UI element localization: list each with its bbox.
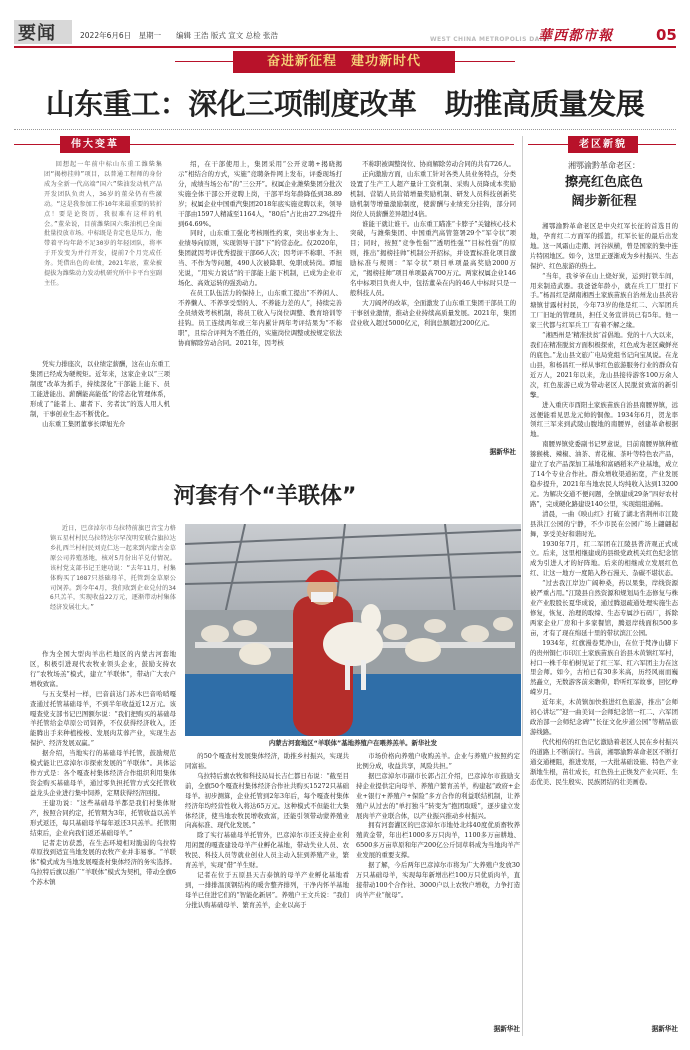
header-rule: [14, 46, 676, 48]
headline-divider: [14, 129, 676, 132]
article1-column-3: [350, 160, 516, 445]
paragraph: 据介绍，当地实行的基础母羊托管，鼓励规范模式能让巴彦淖尔市探索发展的“羊联体”。具体运作方式是：各个嘎查村集体经济合作组织利用集体资金购买基础母羊，通过零负担托管方式交托管收益龙头企业进行集中饲养，定期获得经济回报。: [30, 749, 176, 797]
article2-byline: 据新华社: [493, 1025, 520, 1033]
news-photo: [185, 524, 521, 736]
paragraph: 清晨，一曲《映山红》打破了湖北省荆州市江陵县洪江公园的宁静，不少市民在公园广场上翩翩起舞，享受美好和谐时光。: [530, 509, 678, 538]
theme-banner: 奋进新征程 建功新时代: [233, 51, 455, 73]
paragraph: 乌拉特后旗农牧和科技局局长吉仁都日布说：“截至目前，全旗50个嘎查村集体经济合作社共购买15272只基础母羊。初步测算，企业托管到2年3年后，每个嘎查村集体经济年均经营性收入将达65万元。这种模式不但能壮大集体经济，使当地农牧民增收致富，还能引领带动蒙养殖业向高标准、现代化发展。”: [185, 771, 349, 830]
paragraph: 记者在位于五原县天吉泰镇的母羊产业孵化基地看到，一排排温顶钢结构的暖舍整齐排列，干净内怀羊基地母羊已住进它们的“智能化新居”。养殖户王文兵说：“我们分批认购基础母羊、繁育羔羊，企业以高于: [185, 871, 349, 909]
paragraph: 据巴彦淖尔市副市长郭占江介绍，巴彦淖尔市鼓励支持企业提供定向母羊、养殖户繁育羔羊，构建起“政府+企业+银行+养殖户+保险”多方合作的利益联结机制，让养殖户从过去的“单打独斗”转变为“抱团取暖”，逐步建立发展肉羊产业联合体，以产业振兴推动乡村振兴。: [356, 771, 520, 820]
paragraph: 1930年7月，红二军团在江陵县普济观正式成立。后来，这里相继建成的县级党政机关红色纪念馆成为引进人才的好阵地。后来的相继成立发展红色红、让这一地方一度陷入秒石漫天、杂碳不堪状态。: [530, 539, 678, 578]
sidebar-title-line1: 擦亮红色底色: [564, 175, 643, 190]
paragraph: 山东重工集团董事长谭旭光介: [42, 419, 126, 428]
sidebar-body: [530, 222, 678, 1020]
page-number: 05: [656, 26, 677, 44]
paragraph: 绍，在干部使用上，集团采用“公开竞聘+揭晓揭示”相结合的方式，实施“竞聘条件网上发布，评委现场打分，成绩当场公布”的“三公开”。权属企业潍柴集团分批次实施全体干部公开竞聘上岗，干部平均年龄降低到38.89岁；权属企业中国重汽集团2018年底实施竞聘以来，领导干部由1597人精减至1164人，“80后”占比由27.2%提升到64.69%。: [178, 160, 342, 228]
paragraph: 代代相传的红色记忆激励着老区人民在乡村振兴的道路上不断前行。当前，湘鄂渝黔革命老区不断打通交通梗阻，推进发展，一大批基础设施、特色产业渐地生根，苗壮成长，红色热土正焕发产业兴旺、生态优美、民生殷实、民族团结的壮美画卷。: [530, 737, 678, 786]
paragraph: 大刀阔斧的改革，全面激发了山东重工集团干部员工的干事创业激情，推动企业持续高质量发展。2021年，集团营业收入超过5000亿元，利润总额超过200亿元。: [350, 298, 516, 327]
article1-byline: 据新华社: [489, 448, 516, 456]
section-label: 要闻: [18, 23, 56, 44]
paragraph: 谁能干就让谁干。山东重工瞄准“卡脖子”关键核心技术突破，与潍柴集团、中国重汽高管签署29个“军令状”项目；同时，按照“竞争性强”“透明性强”“目标性强”的原则，推出“揭榜挂帅”机制公开招标，并设置标准化项目激励标准与规则：“军令状”项目单项最高奖励2000万元，“揭榜挂帅”项目单项最高700万元。两家权属企业146名中标项目负责人中，包括董朵在内的46人中标时只是一般科技人员。: [350, 219, 516, 297]
main-headline: 山东重工：深化三项制度改革 助推高质量发展: [45, 87, 645, 121]
paragraph: 与五支梨村一样，巴音前达门苏木巴音哈哨嘎查通过托管基础母羊，不到半年收益近12万元。该嘎查党支部书记巴图额尔说：“我们把购买的基础母羊托管给金草原公司饲养，不仅获得经济收入，还能腾出手来种植梭梭、发展肉苁蓉产业，实现生态保护、经济发展双赢。”: [30, 689, 176, 748]
article2-column-3: [356, 752, 520, 1020]
sidebar-subtitle: 湘鄂渝黔革命老区：: [568, 161, 640, 170]
paragraph: 据了解，今后两年巴彦淖尔市将为广大养殖户发放30万只基础母羊，实现每年新增出栏100万只优质肉羊，直接带动100个合作社、3000户以上农牧户增收，力争打造肉羊产业“航母”。: [356, 861, 520, 899]
paragraph: “当年，我爷爷在山上烧好炭，运到打铁车间，用来制造武器。我爸爸年龄小，就在兵工厂里打下手。”杨昌红是湖南湘西土家族苗族自治州龙山县茨岩塘镇甘露村村民，今年73岁的他是红二、六军团兵工厂旧址的管理员，担任义务宣讲员已有5年。他一家三代都与红军兵工厂有着不解之缘。: [530, 271, 678, 330]
paragraph: “过去我江岸边广阔种桑，药以果集，岸线资源被严重占用。”江陵县自然资源和规划局生态修复与株业产业股股长夏华成说，通过腾退疏通处理实施生态修复，恢复、治理的取缔、生态专属沙石码厂，拆除两家企业厂房和十多家餐馆，腾退岸线面积500多亩，才有了现在绵延十里的带状滨江公园。: [530, 579, 678, 637]
article2-intro: 近日，巴彦淖尔市乌拉特前旗巴音宝力格镇五星村村民乌拉特达尔罕茂明安联合旗拉达乡扎西兰村村民刘克仁达一起来到内蒙古金草原公司养殖基地，核对5月份出羊兑付情况。该村党支部书记王建功说：“去年11月，村集体购买了1087只基础母羊，托管到金草原公司饲养。到今年4月，我们收到企业兑付的346只羔羊，实现收益22万元，逐渐带动村集体经济发展壮大。”: [50, 525, 176, 612]
article1-column-2: [178, 160, 342, 460]
paragraph: 南腰界镇党委副书记罗意说，目前南腰界镇种植猕猴桃、辣椒、油茶、青花椒、茶叶等特色农产品，建立了农产品深加工基地和富硒稻米产业基地，成立了14个专业合作社。群众增收渠道拓宽，产业发展稳步提升，2021年当地农民人均纯收入达到13200元。为解决交通不便问题，全镇建成29条“四好农村路”，完成硬化路建设140公里，实现组组通畅。: [530, 440, 678, 508]
paragraph: 进入重庆市酉阳土家族苗族自治县南腰界镇，远远便能看见思龙元帅的铜像。1934年6月，贺龙率领红三军来到武陵山腹地的南腰界，创建革命根据地。: [530, 400, 678, 439]
paragraph: 除了实行基础母羊托管外，巴彦淖尔市还支持企业利用闲置的嘎查建设母羊产业孵化基地，带动失业人员、农牧民、科技人员等就业创业人员主动入驻到养殖产业，繁育羔羊，实现“借”羊生财。: [185, 831, 349, 870]
paragraph: 凭实力排座次，以业绩定薪酬，这在山东重工集团已经成为硬规矩。近年来，这家企业以“三项制度”改革为抓手，持续深化“干部能上能下、员工能进能出、薪酬能高能低”的常态化管理体系，形成了“能者上、庸者下、劣者汰”的选人用人机制，干事创业生态不断优化。: [30, 360, 170, 418]
article2-column-2: [185, 752, 349, 1042]
article1-column-1: [30, 360, 170, 480]
article2-headline: 河套有个“羊联体”: [173, 484, 357, 509]
section-tag-left: 伟大变革: [60, 136, 130, 153]
english-masthead: WEST CHINA METROPOLIS DAILY: [430, 36, 551, 43]
paragraph: 正向激励方面，山东重工针对各类人员业务特点，分类设置了生产工人超产量计工资机制、采购人员降成本奖励机制、营销人员营销增量奖励机制、研发人员科技创新奖励机制等增量激励制度，使薪酬与业绩充分挂钩，部分同岗位人员薪酬差异超过4倍。: [350, 169, 516, 218]
paragraph: 王建功说：“这些基础母羊都是我们村集体财产，按照合同约定，托管期为3年，托管收益以羔羊形式返还，每只基础母羊每年返还3只羔羊。托管期结束后，企业向我们返还基础母羊。”: [30, 798, 176, 837]
paragraph: 1934年，红旗漫卷梵净山，在位于梵净山脚下的贵州铜仁市印江土家族苗族自治县木黄镇红军村，村口一株千年柏树见证了红三军、红六军团主力在这里会师。如今，古柏已有30多米高，历经风雨而巍然矗立，无数游客前来瞻仰，聆听红军故事，回忆峥嵘岁月。: [530, 638, 678, 697]
sheep-farm-photo: [185, 524, 521, 736]
paragraph: 湘鄂渝黔革命老区是中央红军长征的首选目的地，孕育红二方面军的摇篮，红军长征的最后出发地。这一风霜山走潮、河谷纵横，曾是国家的集中连片特困地区。如今，这里正逐渐成为乡村振兴、生态保护、红色旅游的热土。: [530, 222, 678, 270]
newspaper-logo: 華西都市報: [538, 28, 613, 44]
section-tag-right: 老区新貌: [568, 136, 638, 153]
paragraph: 作为全国大型肉羊出栏地区的内蒙古河套地区，积极引进现代农牧业领头企业，鼓励支持农行“农牧场羔”模式，建立“羊联体”，带动广大农户增收致富。: [30, 650, 176, 688]
paragraph: 市场价格向养殖户收购羔羊。企业与养殖户按照约定比例分成，收益共享，风险共担。”: [356, 752, 520, 770]
paragraph: 在员工队伍活力的保持上，山东重工提出“不养闲人、不养懒人、不养享受型的人、不养能力差的人”，持续完善全员绩效考核机制，将员工收入与岗位调整、教育培训等挂钩。员工连续两年或三年内累计两年考评结果为“不称职”，且综合评判为不胜任的，实施岗位调整或按规定依法协商解除劳动合同。2021年，因考核: [178, 288, 342, 347]
paragraph: 不称职被调整岗位、协商解除劳动合同的共有726人。: [362, 160, 515, 168]
paragraph: 的50个嘎查村发展集体经济，助推乡村振兴，实现共同富裕。: [185, 752, 349, 770]
sidebar-title: [528, 174, 680, 212]
paragraph: “湘西州是‘精准扶贫’首倡地。党的十八大以来，我们在精准脱贫方面积极探索，红色成为老区藏鲜亮的底色。”龙山县文旅广电局党组书记向宝凤说。在龙山县，和杨昌红一样从事红色旅游服务行业的群众有近万人，2021年以来，龙山县接待游客100万余人次，红色旅游已成为带动老区人民脱贫致富的新引擎。: [530, 331, 678, 399]
paragraph: 同时，山东重工强化考核刚性约束，突出事业为上、业绩导向原则，实现领导干部“下”的常态化。仅2020年，集团就因考评优秀提拔干部66人次；因考评不称职、不担当、不作为等问题，490人次被降职、免职或转岗。谭旭光说，“用实力说话”的干部能上能下机制，已成为企业市场化、高效运转的强劲动力。: [178, 229, 342, 288]
paragraph: 记者走访获悉，在生态环境相对脆弱的乌拉特草原找到适宜当地发展的农牧产业并非易事。“羊联体”模式成为当地发展嘎查村集体经济的务实选择。乌拉特后旗以推广“羊联体”模式为契机，带动全旗6个苏木镇: [30, 838, 176, 887]
paragraph: 拥有河套灌区的巴彦淖尔市地处北纬40度优质畜牧养殖黄金带，年出栏1000多万只肉羊，1100多万亩耕地、6500多万亩草原和年产200亿公斤饲草料成为当地肉羊产业发展的重要支撑。: [356, 821, 520, 860]
photo-caption: 内蒙古河套地区“羊联体”基地养殖户在喂养羔羊。新华社发: [268, 739, 438, 747]
paragraph: 近年来，木黄镇加快推进红色旅游，推出“会师初心讲坛”“迎一曲美词一会师纪念馆一红二、六军团政治部一会师纪念碑”“长征文化步道公园”等精品旅游线路。: [530, 698, 678, 737]
sidebar-title-line2: 阔步新征程: [571, 193, 637, 209]
date-line: 2022年6月6日 星期一 编辑 王浩 版式 宣文 总检 张浩: [80, 31, 279, 40]
sidebar-separator: [522, 136, 523, 1036]
article1-intro: 回想起一年前中标山东重工潍柴集团“揭榜挂帅”项目，以普通工程师的身份成为全新一代高端“国六”柴油发动机产品开发团队负责人，36岁的董朵仍有些激动。“这是我参加工作10年来最重要的转折点！要是论资历，我很难有这样的机会。”董朵说，目前潍柴国六柴油机已全面批量投放市场。中标既是肯定也是压力，他带着平均年龄不足30岁的年轻团队，将率于开发变为并行开发，提前7个月完成任务。凭借出色的业绩，2021年底，董朵被提拔为潍柴动力发动机研究所中卡平台室副主任。: [44, 161, 162, 288]
article2-column-1: [30, 650, 176, 1040]
sidebar-byline: 据新华社: [651, 1025, 678, 1033]
